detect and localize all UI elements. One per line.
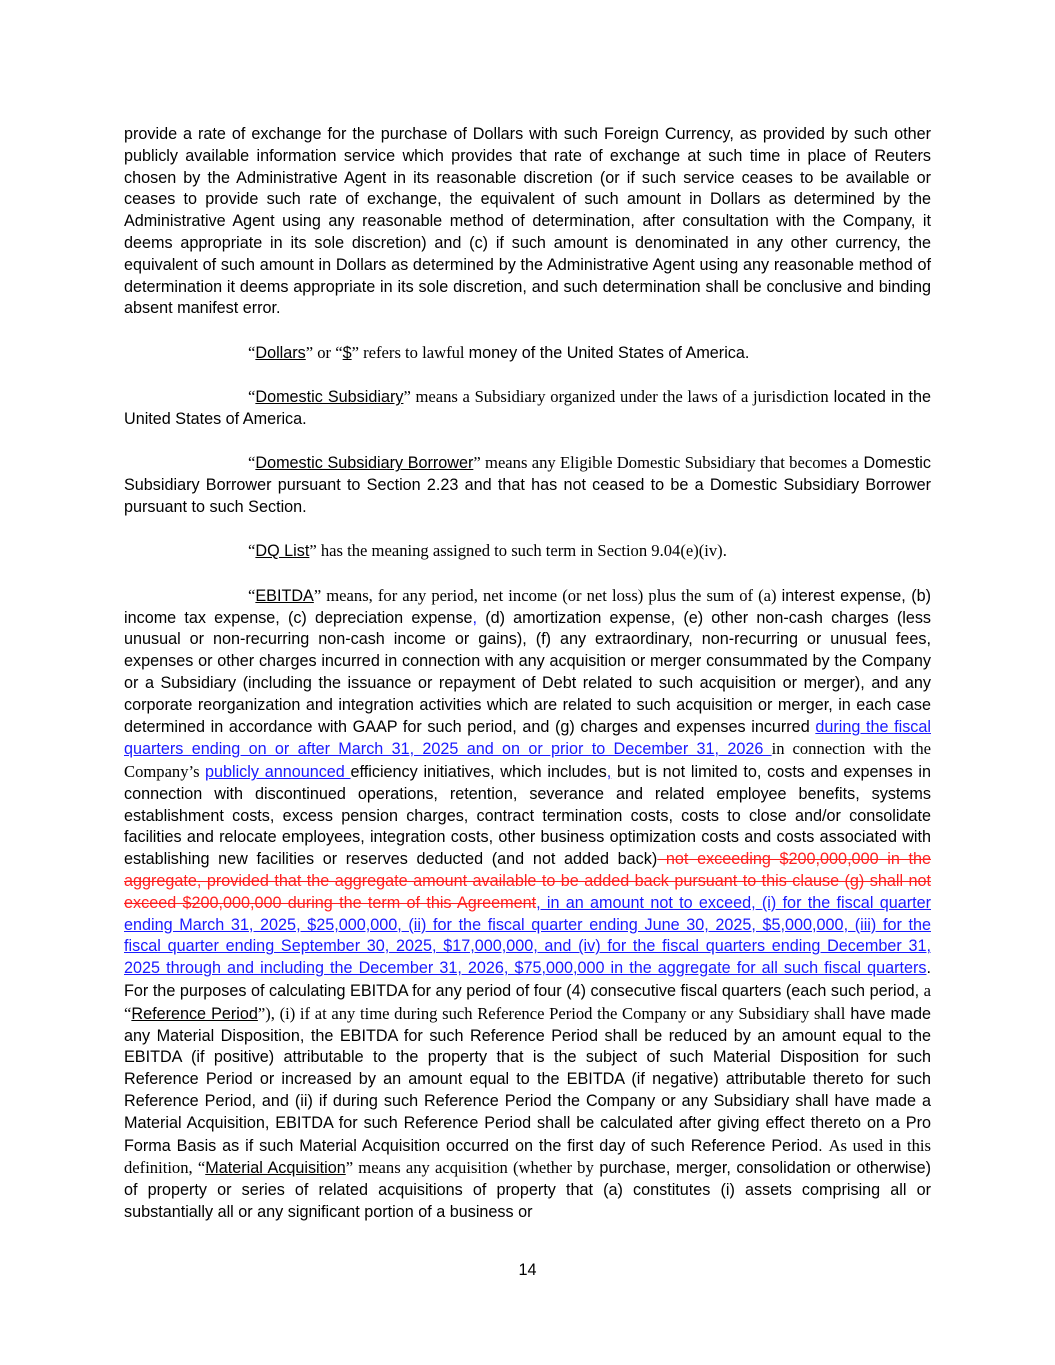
defined-term-dollars: Dollars (255, 343, 306, 362)
document-body (124, 124, 931, 1245)
defined-term-domestic-subsidiary: Domestic Subsidiary (255, 388, 404, 407)
definition-domestic-subsidiary: “Domestic Subsidiary” means a Subsidiary organized under the laws of a jurisdiction located in the United States of America. (124, 387, 931, 428)
inserted-text: , (606, 763, 612, 782)
defined-term-dq-list: DQ List (255, 542, 310, 561)
defined-term-reference-period: Reference Period (131, 1004, 258, 1023)
page-number: 14 (518, 1261, 537, 1279)
inserted-text: during the fiscal quarters ending on or after March 31, 2025 and on or prior to December 31, 2026 (124, 717, 931, 759)
defined-term-domestic-subsidiary-borrower: Domestic Subsidiary Borrower (255, 454, 474, 473)
defined-term-material-acquisition: Material Acquisition (205, 1159, 346, 1178)
definition-dq-list: “DQ List” has the meaning assigned to such term in Section 9.04(e)(iv). (248, 541, 727, 561)
deleted-text: not exceeding $200,000,000 in the aggregate, provided that the aggregate amount available to be added back pursuant to this clause (g) shall not exceed $200,000,000 during the term of this Agreement (124, 850, 931, 912)
defined-term-dollar-sign: $ (342, 343, 352, 362)
inserted-text: publicly announced (204, 763, 351, 782)
definition-dollars: “Dollars” or “$” refers to lawful money of the United States of America. (248, 342, 750, 362)
inserted-text: , (472, 608, 478, 627)
paragraph-exchange-rate: provide a rate of exchange for the purchase of Dollars with such Foreign Currency, as provided by such other publicly available information service which provides that rate of exchange at such time in place of Reuters chosen by the Administrative Agent in its reasonable discretion (or if such service ceases to be available or ceases to provide such rate of exchange, the equivalent of such amount in Dollars as determined by the Administrative Agent using any reasonable method of determination, after consultation with the Company, it deems appropriate in its sole discretion) and (c) if such amount is denominated in any other currency, the equivalent of such amount in Dollars as determined by the Administrative Agent using any reasonable method of determination it deems appropriate in its sole discretion, and such determination shall be conclusive and binding absent manifest error. (124, 125, 931, 318)
inserted-text: , in an amount not to exceed, (i) for the fiscal quarter ending March 31, 2025, $25,000,000, (ii) for the fiscal quarter ending June 30, 2025, $5,000,000, (iii) for the fiscal quarter ending September 30, 2025, $17,000,000, and (iv) for the fiscal quarters ending December 31, 2025 through and including the December 31, 2026, $75,000,000 in the aggregate for all such fiscal quarters (124, 893, 931, 978)
definition-domestic-subsidiary-borrower: “Domestic Subsidiary Borrower” means any Eligible Domestic Subsidiary that becomes a Domestic Subsidiary Borrower pursuant to Section 2.23 and that has not ceased to be a Domestic Subsidiary Borrower pursuant to such Section. (124, 453, 931, 516)
definition-ebitda: “EBITDA” means, for any period, net income (or net loss) plus the sum of (a) interest expense, (b) income tax expense, (c) depreciation expense, (d) amortization expense, (e) other non-cash charges (less unusual or non-recurring non-cash income or gains), (f) any extraordinary, non-recurring or unusual fees, expenses or other charges incurred in connection with any acquisition or merger consummated by the Company or a Subsidiary (including the issuance or repayment of Debt related to such acquisition or merger), and any corporate reorganization and integration activities which are related to such acquisition or merger, in each case determined in accordance with GAAP for such period, and (g) charges and expenses incurred during the fiscal quarters ending on or after March 31, 2025 and on or prior to December 31, 2026 in connection with the Company’s publicly announced efficiency initiatives, which includes, but is not limited to, costs and expenses in connection with discontinued operations, retention, severance and related employee benefits, systems establishment costs, excess pension charges, contract termination costs, costs to close and/or consolidate facilities and relocate employees, integration costs, other business optimization costs and costs associated with establishing new facilities or reserves deducted (and not added back) not exceeding $200,000,000 in the aggregate, provided that the aggregate amount available to be added back pursuant to this clause (g) shall not exceed $200,000,000 during the term of this Agreement, in an amount not to exceed, (i) for the fiscal quarter ending March 31, 2025, $25,000,000, (ii) for the fiscal quarter ending June 30, 2025, $5,000,000, (iii) for the fiscal quarter ending September 30, 2025, $17,000,000, and (iv) for the fiscal quarters ending December 31, 2025 through and including the December 31, 2026, $75,000,000 in the aggregate for all such fiscal quarters. For the purposes of calculating EBITDA for any period of four (4) consecutive fiscal quarters (each such period, a “Reference Period”), (i) if at any time during such Reference Period the Company or any Subsidiary shall have made any Material Disposition, the EBITDA for such Reference Period shall be reduced by an amount equal to the EBITDA (if positive) attributable to the property that is the subject of such Material Disposition for such Reference Period or increased by an amount equal to the EBITDA (if negative) attributable thereto for such Reference Period, and (ii) if during such Reference Period the Company or any Subsidiary shall have made a Material Acquisition, EBITDA for such Reference Period shall be calculated after giving effect thereto on a Pro Forma Basis as if such Material Acquisition occurred on the first day of such Reference Period. As used in this definition, “Material Acquisition” means any acquisition (whether by purchase, merger, consolidation or otherwise) of property or series of related acquisitions of property that (a) constitutes (i) assets comprising all or substantially all or any significant portion of a business or (124, 585, 932, 1222)
defined-term-ebitda: EBITDA (255, 586, 314, 605)
